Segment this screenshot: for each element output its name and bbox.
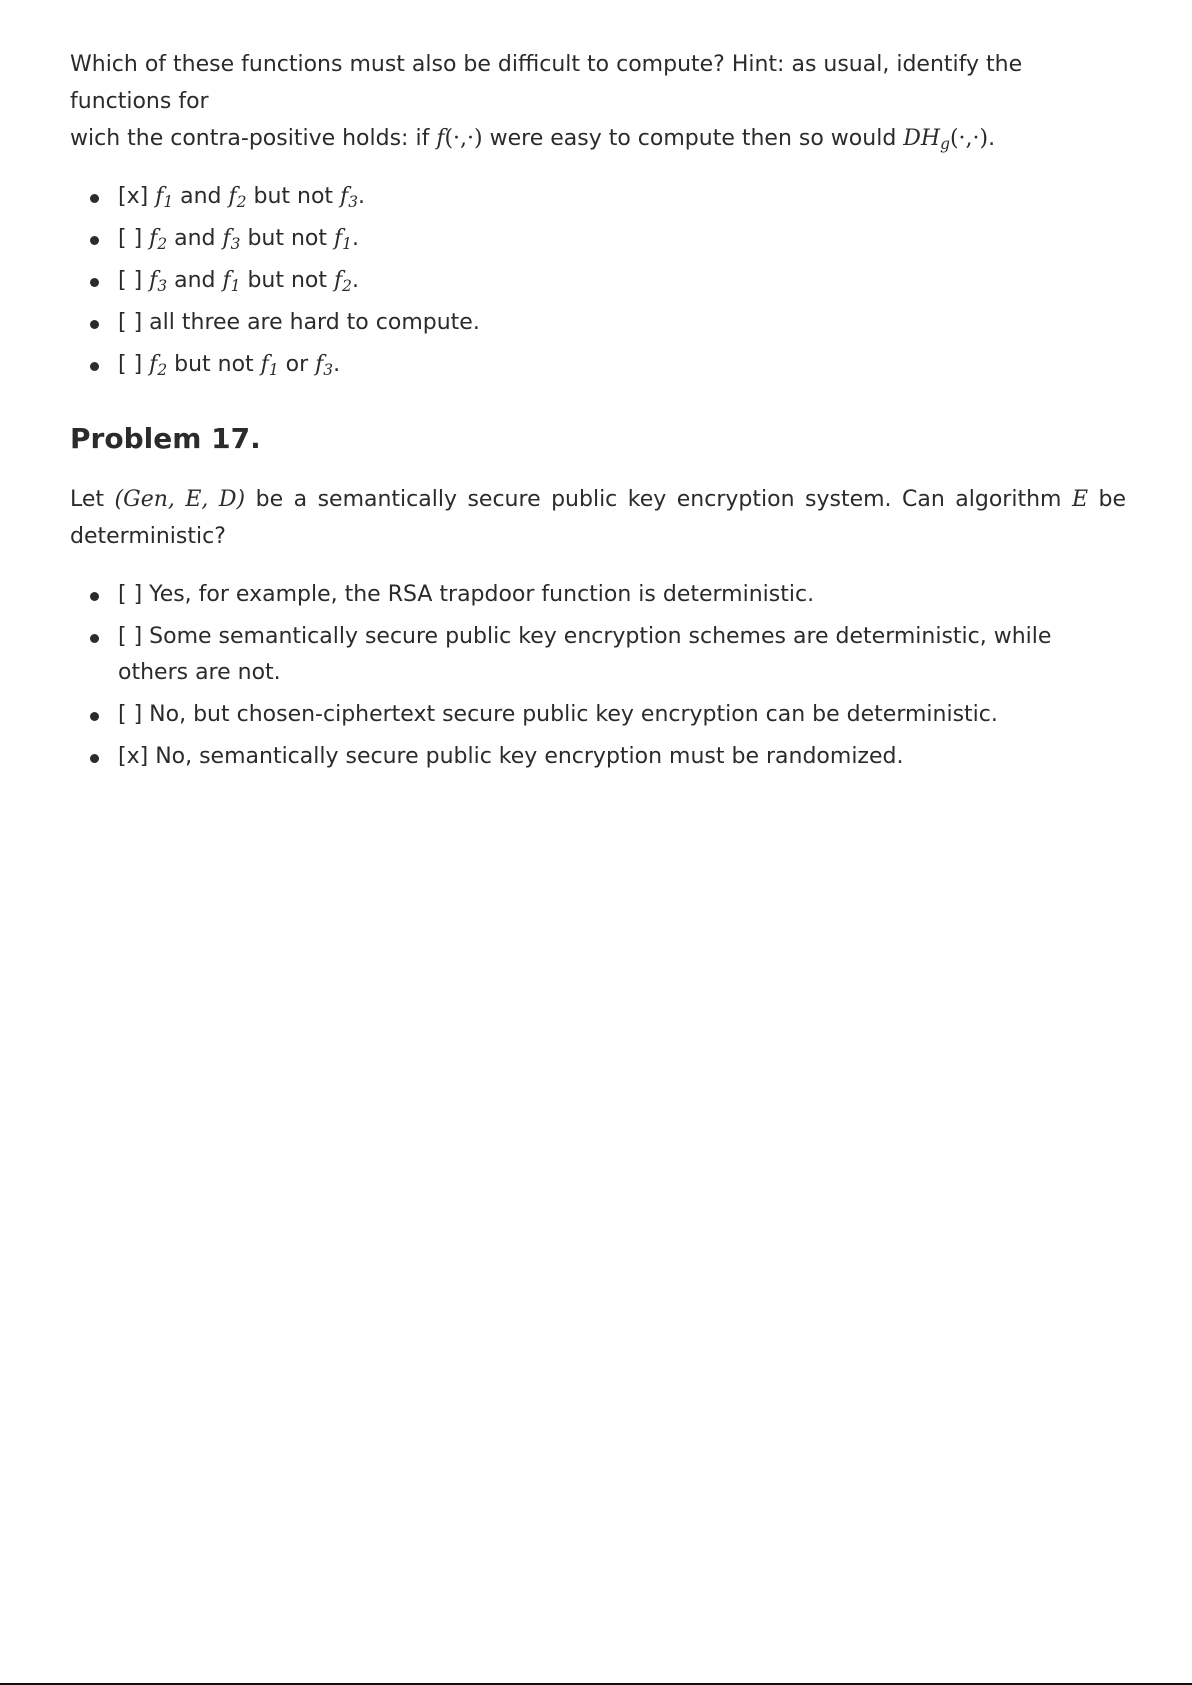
bullet-icon [90, 592, 99, 601]
option-item[interactable]: [ ] all three are hard to compute. [70, 305, 1126, 341]
bullet-icon [90, 754, 99, 763]
math-dh-g: $DH_g(\cdot,\cdot)$ [903, 126, 989, 153]
option-item[interactable]: [ ] $f_2$ but not $f_1$ or $f_3$. [70, 347, 1126, 383]
bullet-icon [90, 236, 99, 245]
bullet-icon [90, 320, 99, 329]
problem-16-options [70, 179, 1126, 383]
option-item[interactable]: [x] No, semantically secure public key encryption must be randomized. [70, 739, 1126, 775]
option-item[interactable]: [ ] $f_2$ and $f_3$ but not $f_1$. [70, 221, 1126, 257]
intro-line-1: Which of these functions must also be difficult to compute? Hint: as usual, identify the functions for [70, 52, 1023, 114]
math-e: E [1071, 487, 1089, 512]
option-item[interactable]: [ ] No, but chosen-ciphertext secure public key encryption can be deterministic. [70, 697, 1126, 733]
intro-line-2-text-b: were easy to compute then so would [482, 126, 904, 151]
question-intro: Which of these functions must also be difficult to compute? Hint: as usual, identify the functions for wich the contra-positive holds: if f(·,·) were easy to compute then so would $DH_g(\cdot,\cdot)$. [70, 52, 1023, 153]
option-item[interactable]: [ ] Yes, for example, the RSA trapdoor function is deterministic. [70, 577, 1126, 613]
intro-line-2-text-a: wich the contra-positive holds: if [70, 126, 437, 151]
bullet-icon [90, 194, 99, 203]
problem-17-options [70, 577, 1126, 775]
bullet-icon [90, 278, 99, 287]
bullet-icon [90, 712, 99, 721]
math-f: f(·,·) [436, 126, 483, 151]
problem-17-question: Let (Gen, E, D) be a semantically secure public key encryption system. Can algorithm E be deterministic? [70, 487, 1127, 549]
option-item[interactable]: [x] $f_1$ and $f_2$ but not $f_3$. [70, 179, 1126, 215]
document-page [70, 46, 1126, 781]
problem-17-heading: Problem 17. [70, 422, 261, 455]
bullet-icon [90, 362, 99, 371]
math-gen-e-d: (Gen, E, D) [114, 487, 246, 512]
option-item[interactable]: [ ] $f_3$ and $f_1$ but not $f_2$. [70, 263, 1126, 299]
bullet-icon [90, 634, 99, 643]
option-item[interactable]: [ ] Some semantically secure public key encryption schemes are deterministic, while others are not. [70, 619, 1126, 691]
